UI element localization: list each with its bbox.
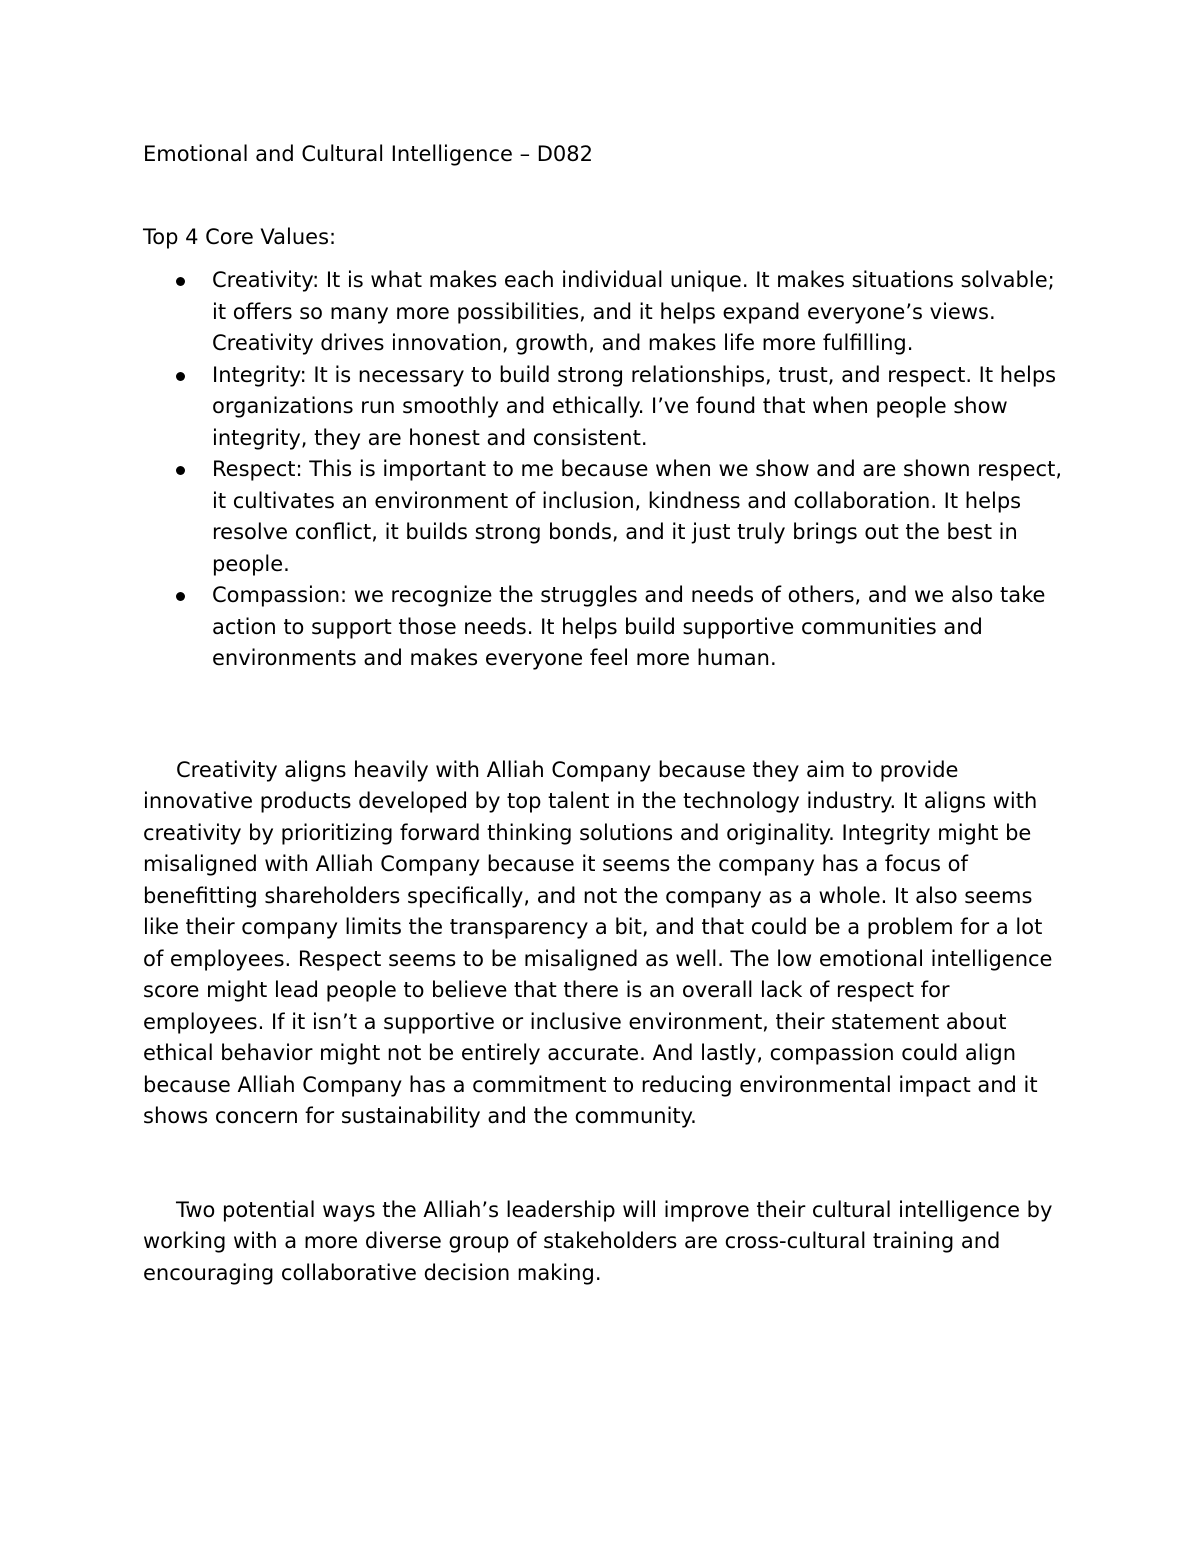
core-value-text: Respect: This is important to me because when we show and are shown respect, it cultivates an environment of inclusion, kindness and collaboration. It helps resolve conflict, it builds strong bonds, and it just truly brings out the best in people.: [212, 457, 1062, 576]
document-title: Emotional and Cultural Intelligence – D082: [143, 142, 594, 166]
bullet-icon: [176, 592, 185, 601]
core-value-item-creativity: [143, 265, 1068, 360]
alignment-paragraph: Creativity aligns heavily with Alliah Company because they aim to provide innovative products developed by top talent in the technology industry. It aligns with creativity by prioritizing forward thinking solutions and originality. Integrity might be misaligned with Alliah Company because it seems the company has a focus of benefitting shareholders specifically, and not the company as a whole. It also seems like their company limits the transparency a bit, and that could be a problem for a lot of employees. Respect seems to be misaligned as well. The low emotional intelligence score might lead people to believe that there is an overall lack of respect for employees. If it isn’t a supportive or inclusive environment, their statement about ethical behavior might not be entirely accurate. And lastly, compassion could align because Alliah Company has a commitment to reducing environmental impact and it shows concern for sustainability and the community.: [143, 757, 1053, 1128]
core-values-list: [143, 265, 1068, 675]
document-page: [143, 139, 1068, 1289]
core-value-text: Creativity: It is what makes each individual unique. It makes situations solvable; it offers so many more possibilities, and it helps expand everyone’s views. Creativity drives innovation, growth, and makes life more fulfilling.: [212, 268, 1055, 355]
leadership-paragraph: Two potential ways the Alliah’s leadership will improve their cultural intelligence by working with a more diverse group of stakeholders are cross-cultural training and encouraging collaborative decision making.: [143, 1197, 1053, 1285]
bullet-icon: [176, 466, 185, 475]
core-values-heading: Top 4 Core Values:: [143, 224, 337, 249]
bullet-icon: [176, 372, 185, 381]
core-value-text: Integrity: It is necessary to build strong relationships, trust, and respect. It helps organizations run smoothly and ethically. I’ve found that when people show integrity, they are honest and consistent.: [212, 362, 1057, 450]
core-value-item-compassion: [143, 580, 1068, 675]
core-value-item-integrity: [143, 360, 1068, 455]
core-value-item-respect: [143, 454, 1068, 580]
core-value-text: Compassion: we recognize the struggles and needs of others, and we also take action to support those needs. It helps build supportive communities and environments and makes everyone feel more human.: [212, 583, 1046, 670]
bullet-icon: [176, 277, 185, 286]
